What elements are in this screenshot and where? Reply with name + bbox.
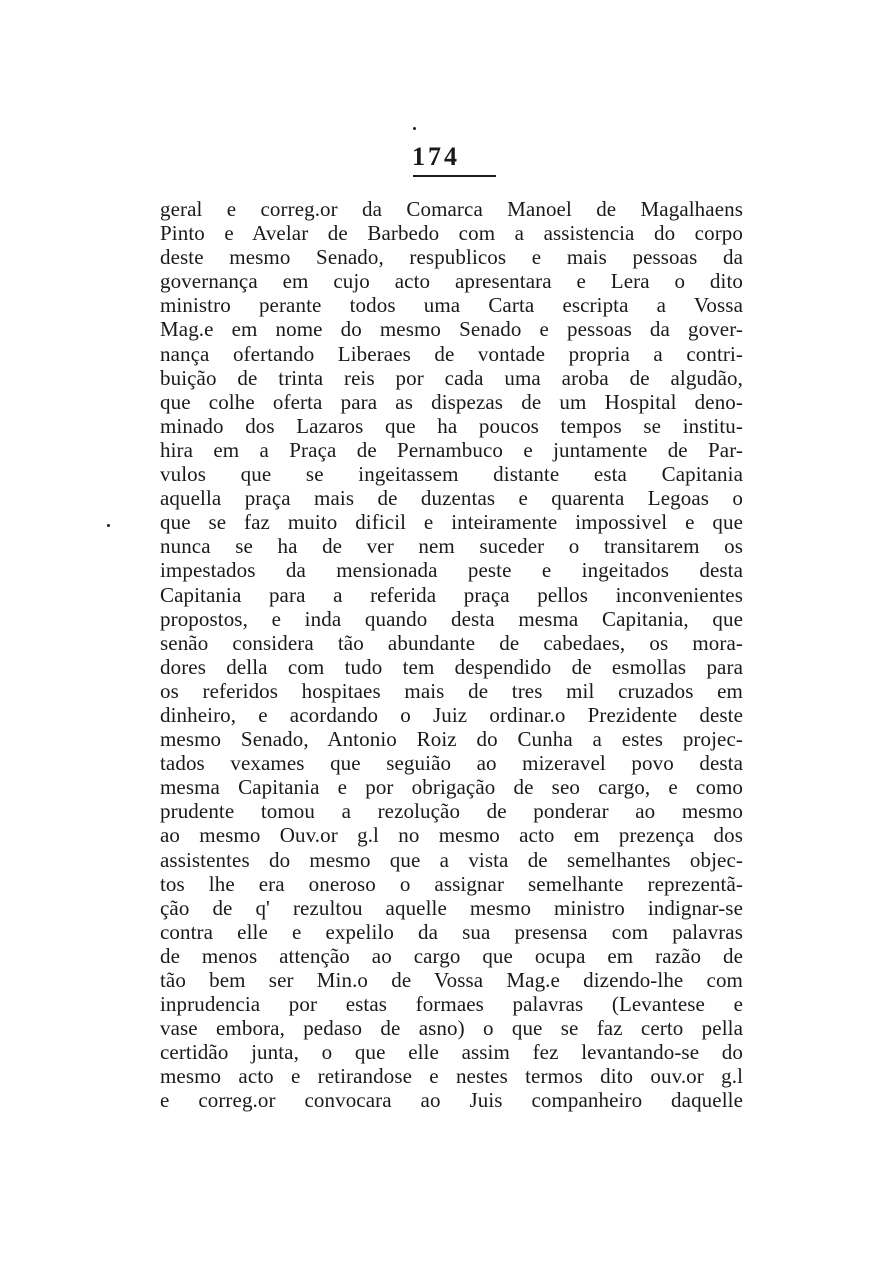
text-line: mesma Capitania e por obrigação de seo cargo, e como	[160, 775, 743, 800]
text-line: que colhe oferta para as dispezas de um Hospital deno-	[160, 389, 743, 414]
text-line: de menos attenção ao cargo que ocupa em razão de	[160, 943, 743, 968]
page-number: 174	[412, 142, 460, 171]
text-line: assistentes do mesmo que a vista de semelhantes objec-	[160, 847, 743, 872]
text-line: impestados da mensionada peste e ingeitados desta	[160, 558, 743, 583]
text-line: prudente tomou a rezolução de ponderar ao mesmo	[160, 799, 743, 824]
text-line: ministro perante todos uma Carta escripta a Vossa	[160, 293, 743, 318]
text-line: inprudencia por estas formaes palavras (Levantese e	[160, 992, 743, 1017]
text-line: senão considera tão abundante de cabedaes, os mora-	[160, 630, 743, 655]
text-line: certidão junta, o que elle assim fez levantando-se do	[160, 1040, 743, 1065]
text-line: vulos que se ingeitassem distante esta Capitania	[160, 462, 743, 487]
text-line: nança ofertando Liberaes de vontade propria a contri-	[160, 341, 743, 366]
text-line: os referidos hospitaes mais de tres mil cruzados em	[160, 678, 743, 703]
page-number-underline	[413, 175, 496, 177]
text-line: mesmo Senado, Antonio Roiz do Cunha a estes projec-	[160, 727, 743, 752]
text-line: hira em a Praça de Pernambuco e juntamente de Par-	[160, 437, 743, 462]
text-line: geral e correg.or da Comarca Manoel de Magalhaens	[160, 197, 743, 221]
text-line: dinheiro, e acordando o Juiz ordinar.o Prezidente deste	[160, 702, 743, 727]
text-line: contra elle e expelilo da sua presensa com palavras	[160, 919, 743, 944]
text-line: Pinto e Avelar de Barbedo com a assistencia do corpo	[160, 221, 743, 246]
text-line: tão bem ser Min.o de Vossa Mag.e dizendo-lhe com	[160, 968, 743, 992]
text-line: vase embora, pedaso de asno) o que se faz certo pella	[160, 1016, 743, 1041]
text-line: Mag.e em nome do mesmo Senado e pessoas da gover-	[160, 317, 743, 342]
text-line: propostos, e inda quando desta mesma Capitania, que	[160, 606, 743, 631]
text-line: mesmo acto e retirandose e nestes termos dito ouv.or g.l	[160, 1064, 743, 1089]
ink-speck	[413, 127, 416, 130]
text-line: tados vexames que seguião ao mizeravel povo desta	[160, 751, 743, 776]
body-text	[160, 197, 743, 1113]
text-line: aquella praça mais de duzentas e quarenta Legoas o	[160, 486, 743, 511]
text-line: dores della com tudo tem despendido de esmollas para	[160, 654, 743, 679]
text-line: minado dos Lazaros que ha poucos tempos se institu-	[160, 413, 743, 438]
text-line: e correg.or convocara ao Juis companheiro daquelle	[160, 1088, 743, 1113]
text-line: nunca se ha de ver nem suceder o transitarem os	[160, 534, 743, 559]
text-line: governança em cujo acto apresentara e Lera o dito	[160, 269, 743, 294]
text-line: deste mesmo Senado, respublicos e mais pessoas da	[160, 245, 743, 270]
text-line: ao mesmo Ouv.or g.l no mesmo acto em prezença dos	[160, 823, 743, 848]
text-line: ção de q' rezultou aquelle mesmo ministro indignar-se	[160, 895, 743, 920]
ink-speck	[107, 524, 110, 527]
text-line: tos lhe era oneroso o assignar semelhante reprezentã-	[160, 871, 743, 896]
text-line: que se faz muito dificil e inteiramente impossivel e que	[160, 510, 743, 535]
text-line: Capitania para a referida praça pellos inconvenientes	[160, 582, 743, 607]
text-line: buição de trinta reis por cada uma aroba de algudão,	[160, 365, 743, 390]
